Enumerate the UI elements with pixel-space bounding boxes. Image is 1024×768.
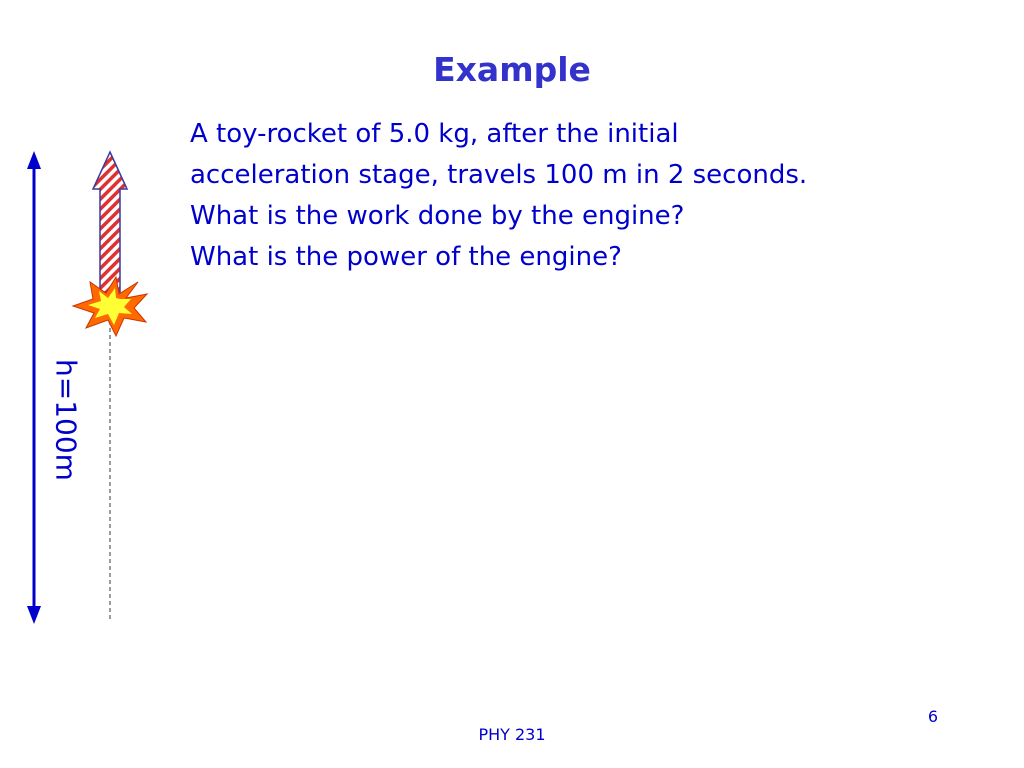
footer-course-code: PHY 231 bbox=[478, 725, 546, 744]
problem-line: What is the work done by the engine? bbox=[190, 201, 685, 231]
problem-line: acceleration stage, travels 100 m in 2 seconds. bbox=[190, 160, 808, 190]
problem-line: A toy-rocket of 5.0 kg, after the initial bbox=[190, 119, 679, 149]
page-number: 6 bbox=[927, 707, 939, 726]
slide-title: Example bbox=[433, 50, 591, 89]
height-label: h=100m bbox=[49, 359, 83, 481]
problem-line: What is the power of the engine? bbox=[190, 242, 622, 272]
height-double-arrow bbox=[27, 151, 41, 624]
explosion-burst-icon bbox=[73, 277, 147, 336]
rocket-arrow-icon bbox=[93, 152, 127, 292]
